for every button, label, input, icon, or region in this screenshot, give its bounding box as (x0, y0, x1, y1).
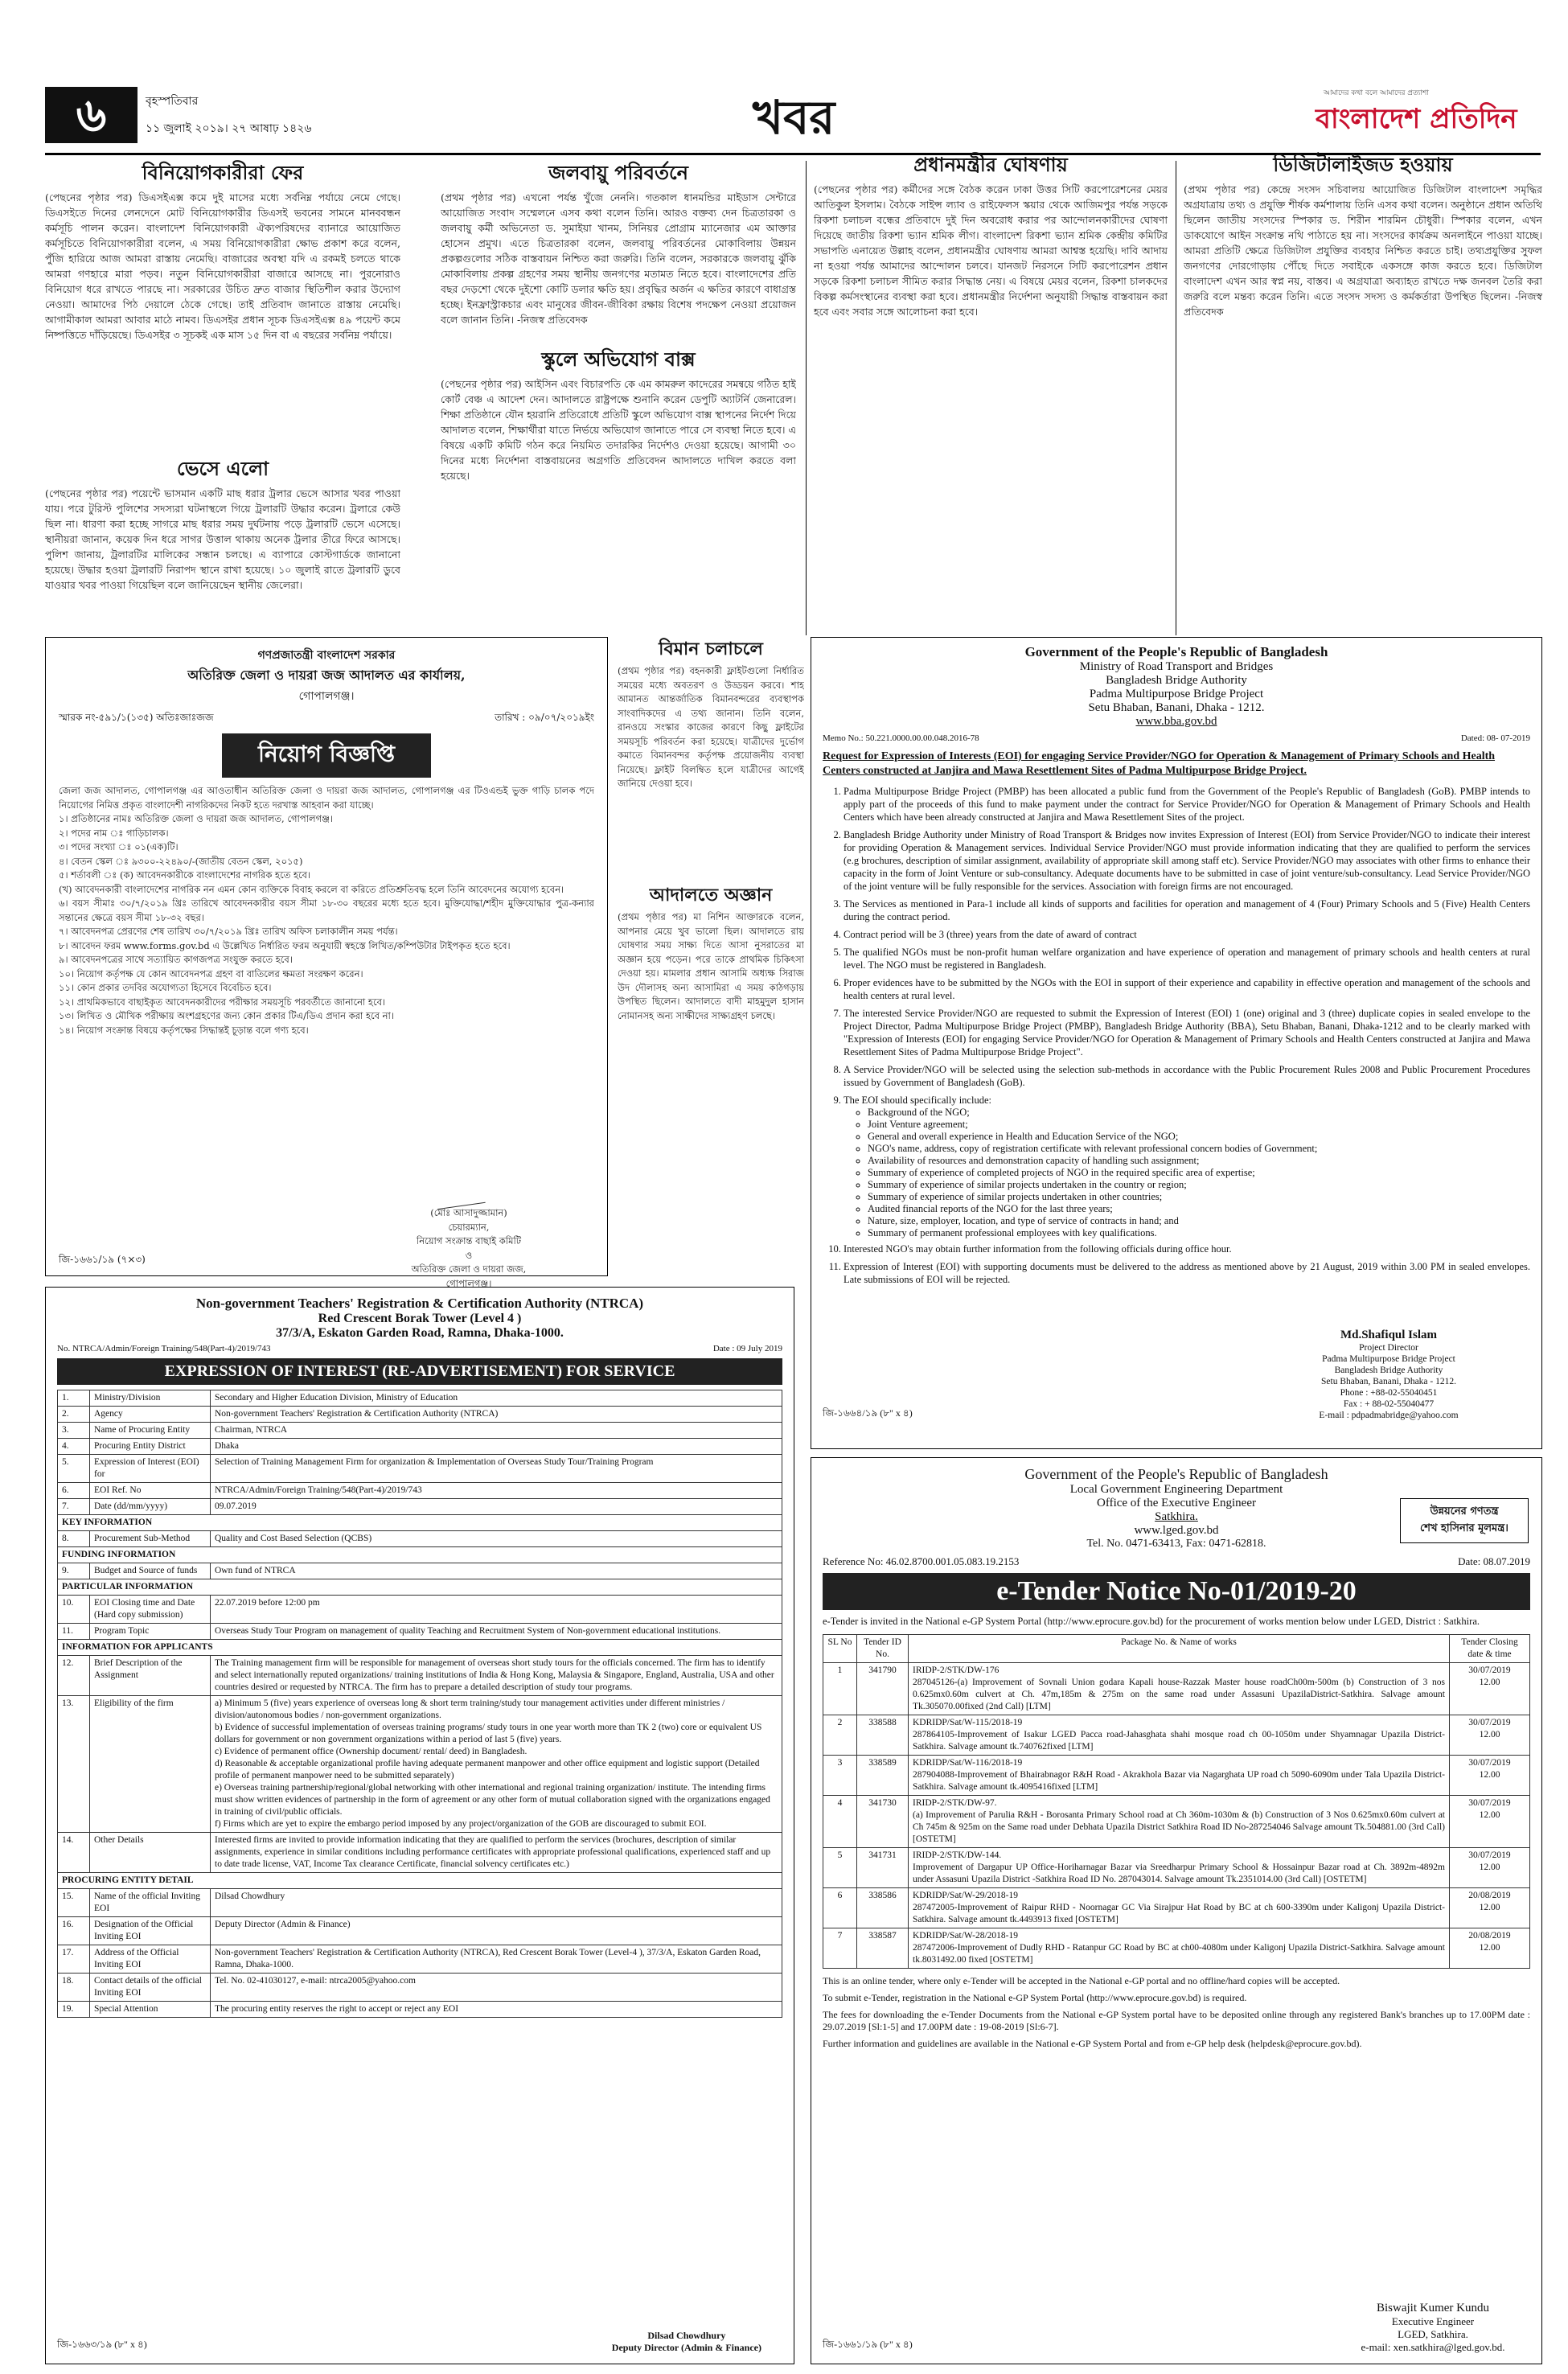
padma-para: 4. Contract period will be 3 (three) years from the date of award of contract (844, 928, 1530, 941)
table-row (58, 1656, 782, 1696)
row-number: 8. (58, 1531, 90, 1547)
row-label: Address of the Official Inviting EOI (90, 1945, 211, 1974)
table-row (58, 1596, 782, 1624)
row-label: Agency (90, 1407, 211, 1423)
padma-memo: Memo No.: 50.221.0000.00.00.048.2016-78 (823, 733, 979, 743)
lged-intro: e-Tender is invited in the National e-GP System Portal (http://www.eprocure.gov.bd) for the procurement of works mention below under LGED, District : Satkhira. (823, 1616, 1480, 1627)
row-label: Expression of Interest (EOI) for (90, 1455, 211, 1483)
article-title: স্কুলে অভিযোগ বাক্স (541, 347, 696, 371)
padma-para: 1. Padma Multipurpose Bridge Project (PMBP) has been allocated a public fund from the Government of the People's Republic of Bangladesh (GoB). PMBP intends to apply part of the proceeds of this fund to make payment under the contract for Service Provider/NGO for Operation & Management of Primary Schools and Health Centers which have been already constructed at Janjira and Mawa Resettlement Sites of the project. (844, 785, 1530, 824)
table-row (58, 1974, 782, 2002)
row-number: 16. (58, 1917, 90, 1945)
package-desc: 287904088-Improvement of Bhairabnagor R&H Road - Akrakhola Bazar via Nagarghata UP road ch 5090-6090m under Tala Upazila District-Satkhira. Salvage amount tk.4095416fixed [LTM] (913, 1770, 1445, 1792)
row-package (909, 1663, 1450, 1715)
table-section-header (58, 1640, 782, 1656)
row-label: Designation of the Official Inviting EOI (90, 1917, 211, 1945)
article-body: (প্রথম পৃষ্ঠার পর) বহনকারী ফ্লাইটগুলো নির্ধারিত সময়ের মধ্যে অবতরণ ও উড্ডয়ন করবে। শাহ আমানত আন্তর্জাতিক বিমানবন্দরের ব্যবস্থাপক সাংবাদিকদের এ তথ্য জানান। তিনি বলেন, রানওয়ে সংস্কার কাজের কারণে কিছু ফ্লাইটের সময়সূচি পরিবর্তন করা হয়েছে। যাত্রীদের দুর্ভোগ কমাতে বিমানবন্দর কর্তৃপক্ষ প্রয়োজনীয় ব্যবস্থা নিয়েছে। ফ্লাইট বিলম্বিত হলে যাত্রীদের আগেই জানিয়ে দেওয়া হবে। (618, 665, 804, 789)
row-label: Eligibility of the firm (90, 1696, 211, 1833)
ntrca-table (57, 1390, 782, 2018)
row-value: Tel. No. 02-41030127, e-mail: ntrca2005@yahoo.com (211, 1974, 782, 2002)
row-closing: 20/08/2019 12.00 (1450, 1928, 1530, 1969)
col-header: Package No. & Name of works (909, 1635, 1450, 1663)
bullet-item: ◦ Summary of experience of completed projects of NGO in the required specific area of expertise; (868, 1167, 1530, 1179)
package-desc: Improvement of Dargapur UP Office-Horiharnagar Bazar via Sreedharpur Primary School & Hossainpur Bazar road at Ch. 3892m-4892m under Assasuni Upazila District -Satkhira Road ID No. 287043014. Salvage amount Tk.2351014.00 (3rd Call) [OSTETM] (913, 1863, 1445, 1884)
padma-website[interactable]: www.bba.gov.bd (1135, 715, 1217, 728)
row-value: Secondary and Higher Education Division, Ministry of Education (211, 1390, 782, 1407)
package-no: IRIDP-2/STK/DW-97. (913, 1798, 997, 1808)
table-row (58, 1423, 782, 1439)
package-no: IRIDP-2/STK/DW-176 (913, 1665, 999, 1675)
bullet-item: ◦ Availability of resources and demonstration capacity of handling such assignment; (868, 1155, 1530, 1167)
article-title: বিমান চলাচলে (659, 639, 763, 659)
paper-tagline: আমাদের কথা বলে আমাদের প্রত্যাশা (1324, 89, 1429, 97)
row-number: 4. (58, 1439, 90, 1455)
row-value: The procuring entity reserves the right to accept or reject any EOI (211, 2002, 782, 2018)
table-row (58, 1833, 782, 1873)
row-value: Deputy Director (Admin & Finance) (211, 1917, 782, 1945)
table-row (823, 1663, 1530, 1715)
row-number: 9. (58, 1563, 90, 1579)
row-tender-id: 341730 (857, 1796, 909, 1848)
row-label: Ministry/Division (90, 1390, 211, 1407)
article-title: প্রধানমন্ত্রীর ঘোষণায় (913, 153, 1068, 176)
row-number: 12. (58, 1656, 90, 1696)
row-value: Selection of Training Management Firm for organization & Implementation of Overseas Study Tour/Training Program (211, 1455, 782, 1483)
article-pm-announcement (814, 153, 1168, 635)
lged-tender-notice (811, 1457, 1542, 2364)
col-header: SL No (823, 1635, 857, 1663)
row-closing: 30/07/2019 12.00 (1450, 1848, 1530, 1888)
article-investors (45, 161, 400, 465)
row-number: 6. (58, 1483, 90, 1499)
table-row (58, 1917, 782, 1945)
lged-email[interactable]: e-mail: xen.satkhira@lged.gov.bd. (1361, 2341, 1505, 2353)
notice-office: অতিরিক্ত জেলা ও দায়রা জজ আদালত এর কার্যালয়, (187, 667, 466, 683)
lged-slogan: উন্নয়নের গণতন্ত্র শেখ হাসিনার মূলমন্ত্র। (1400, 1498, 1529, 1543)
row-value: 09.07.2019 (211, 1499, 782, 1515)
padma-authority: Bangladesh Bridge Authority (1106, 674, 1247, 687)
lged-date: Date: 08.07.2019 (1458, 1555, 1530, 1567)
row-value: Quality and Cost Based Selection (QCBS) (211, 1531, 782, 1547)
recruitment-notice (45, 637, 608, 1289)
table-section-header (58, 1515, 782, 1531)
padma-signer-name: Md.Shafiqul Islam (1340, 1329, 1438, 1341)
table-row (58, 1696, 782, 1833)
bullet-item: ◦ Summary of experience of similar projects undertaken in other countries; (868, 1191, 1530, 1203)
lged-notes (823, 1975, 1530, 2050)
row-value: a) Minimum 5 (five) years experience of overseas long & short term training/study tour management activities under different ministries / division/autonomous bodies / non-government organizations. b) Evidence of successful implementation of overseas training programs/ study tours in one year worth more than TK 2 (two) core or equivalent US dollars for government or non government organizations within a period of last 5 (five) years. c) Evidence of permanent office (Ownership document/ rental/ deed) in Bangladesh. d) Reasonable & acceptable organizational profile having adequate permanent manpower and other office equipment and logistic support (Detailed profile of permanent manpower need to be submitted separately) e) Overseas training partnership/regional/global networking with other international and regional training organization/ institute. The intending firms must show written evidences of partnership in the form of agreement or any other form of mutual collaboration signed with the organizations engaged in training of civil/public officials. f) Firms which are yet to expire the embargo period imposed by any project/organization of the GOB are discouraged to submit EOI. (211, 1696, 782, 1833)
article-school-box (441, 347, 796, 634)
table-section-header (58, 1873, 782, 1889)
article-body: (পেছনের পৃষ্ঠার পর) আইসিন এবং বিচারপতি কে এম কামরুল কাদেরের সমন্বয়ে গঠিত হাই কোর্ট বেঞ্চ এ আদেশ দেন। আদালতে রাষ্ট্রপক্ষে শুনানি করেন ডেপুটি অ্যাটর্নি জেনারেল। শিক্ষা প্রতিষ্ঠানে যৌন হয়রানি প্রতিরোধে প্রতিটি স্কুলে অভিযোগ বাক্স স্থাপনের নির্দেশ দিয়ে আদালত বলেন, শিক্ষার্থীরা যাতে নির্ভয়ে অভিযোগ জানাতে পারে সে ব্যবস্থা নিতে হবে। এ বিষয়ে একটি কমিটি গঠন করে নিয়মিত তদারকির নির্দেশও দেওয়া হয়েছে। আগামী ৩০ দিনের মধ্যে নির্দেশনা বাস্তবায়নের অগ্রগতি প্রতিবেদন আদালতে দাখিল করতে বলা হয়েছে। (441, 378, 796, 482)
article-title: বিনিয়োগকারীরা ফের (142, 161, 304, 184)
padma-bullets (868, 1107, 1530, 1239)
lged-office: Office of the Executive Engineer (1097, 1497, 1256, 1509)
table-row (58, 1390, 782, 1407)
row-closing: 30/07/2019 12.00 (1450, 1756, 1530, 1796)
row-number: 1. (58, 1390, 90, 1407)
row-package (909, 1848, 1450, 1888)
package-desc: 287472005-Improvement of Raipur RHD - Noornagar GC Via Sirajpur Hat Road by BC at ch 600-3390m under Kaligonj Upazila District-Satkhira. Salvage amount tk.4493913 fixed [OSTETM] (913, 1903, 1445, 1924)
paper-logo: বাংলাদেশ প্রতিদিন (1316, 103, 1517, 135)
article-climate (441, 161, 796, 354)
padma-paragraphs (844, 785, 1530, 1286)
row-value: Dhaka (211, 1439, 782, 1455)
article-body: (প্রথম পৃষ্ঠার পর) মা নিশিন আক্তারকে বলেন, আপনার মেয়ে খুব ভালো ছিল। আদালতে রায় ঘোষণার সময় সাক্ষ্য দিতে আসা নুসরাতের মা অজ্ঞান হয়ে পড়েন। পরে তাকে প্রাথমিক চিকিৎসা দেওয়া হয়। মামলার প্রধান আসামি অধ্যক্ষ সিরাজ উদ দৌলাসহ অন্য আসামিরা এ সময় কাঠগড়ায় উপস্থিত ছিলেন। আদালতে বাদী মাহমুদুল হাসান নোমানসহ অন্য সাক্ষীদের সাক্ষ্যগ্রহণ চলছে। (618, 911, 804, 1021)
row-value: 22.07.2019 before 12:00 pm (211, 1596, 782, 1624)
table-row (58, 1624, 782, 1640)
lged-table (823, 1634, 1530, 1969)
package-no: KDRIDP/Sat/W-115/2018-19 (913, 1718, 1023, 1727)
row-number: 3. (58, 1423, 90, 1439)
row-label: Procurement Sub-Method (90, 1531, 211, 1547)
package-no: IRIDP-2/STK/DW-144. (913, 1850, 1002, 1860)
table-row (58, 1889, 782, 1917)
ntrca-signer (612, 2330, 761, 2354)
section-header-cell: PARTICULAR INFORMATION (58, 1579, 782, 1596)
notice-govt: গণপ্রজাতন্ত্রী বাংলাদেশ সরকার (257, 649, 396, 662)
ntrca-address: 37/3/A, Eskaton Garden Road, Ramna, Dhaka-1000. (276, 1326, 564, 1340)
row-number: 2. (58, 1407, 90, 1423)
col-header: Tender Closing date & time (1450, 1635, 1530, 1663)
bullet-item: ◦ Joint Venture agreement; (868, 1119, 1530, 1131)
ntrca-banner: EXPRESSION OF INTEREST (RE-ADVERTISEMENT) FOR SERVICE (57, 1358, 782, 1385)
row-label: EOI Closing time and Date (Hard copy submission) (90, 1596, 211, 1624)
padma-para: 7. The interested Service Provider/NGO are requested to submit the Expression of Interest (EOI) 1 (one) original and 3 (three) duplicate copies in sealed envelope to the Project Director, Padma Multipurpose Bridge Project (PMBP), Bangladesh Bridge Authority (BBA), Setu Bhaban, Banani, Dhaka-1212 and to be clearly marked with "Expression of Interests (EOI) for engaging Service Provider/NGO for Operation & Management of Primary Schools and Health Centers constructed at Janjira and Mawa Resettlement Sites of Padma Multipurpose Bridge Project". (844, 1007, 1530, 1058)
table-row (58, 2002, 782, 2018)
notice-date: তারিখ : ০৯/০৭/২০১৯ইং (495, 712, 594, 723)
section-title: খবর (753, 90, 835, 145)
row-value: The Training management firm will be responsible for management of overseas short study tours for the officials concerned. The firm has to identify and select internationally reputed organizations/ training institutions of India & Hong Kong, Malaysia & Singapore, England, Australia, USA and other countries desired or requested by NTRCA. The firm has to prepare a detailed description of study tour programs. (211, 1656, 782, 1696)
padma-address: Setu Bhaban, Banani, Dhaka - 1212. (1088, 701, 1265, 714)
row-sl: 4 (823, 1796, 857, 1848)
row-number: 5. (58, 1455, 90, 1483)
article-body: (প্রথম পৃষ্ঠার পর) এখনো পর্যন্ত খুঁজে নেননি। গতকাল ধানমন্ডির মাইডাস সেন্টারে আয়োজিত সংবাদ সম্মেলনে এসব কথা বলেন তিনি। আরও বক্তব্য দেন চিত্রতারকা ও জলবায়ু কর্মী অভিনেতা ড. সুমাইয়া খানম, সিনিয়র প্রোগ্রাম ম্যানেজার এম আক্তার হোসেন প্রমুখ। এতে চিত্রতারকা বলেন, জলবায়ু পরিবর্তনের মোকাবিলায় উন্নয়ন প্রকল্পগুলোর সঠিক বাস্তবায়ন নিশ্চিত করা জরুরি। তিনি বলেন, সরকারকে জলবায়ু ঝুঁকি মোকাবিলায় প্রকল্প গ্রহণের সময় স্থানীয় জনগণের মতামত নিতে হবে। বাংলাদেশের প্রতি বছর দেড়শো থেকে দুইশো কোটি ডলার ক্ষতি হয়। প্রবৃদ্ধির অর্জন এ ক্ষতির কারণে বাধাগ্রস্ত হচ্ছে। ইনফ্রাস্ট্রাকচার এবং মানুষের জীবন-জীবিকা রক্ষায় বিশেষ পদক্ষেপ নেওয়া প্রয়োজন বলে জানান তিনি। -নিজস্ব প্রতিবেদক (441, 191, 796, 326)
ntrca-date: Date : 09 July 2019 (712, 1344, 782, 1353)
padma-signer (1284, 1329, 1493, 1421)
table-section-header (58, 1579, 782, 1596)
lged-ref: Reference No: 46.02.8700.001.05.083.19.2153 (823, 1555, 1020, 1567)
row-value: Chairman, NTRCA (211, 1423, 782, 1439)
header-weekday: বৃহস্পতিবার (146, 95, 199, 108)
row-number: 18. (58, 1974, 90, 2002)
row-sl: 7 (823, 1928, 857, 1969)
row-label: Date (dd/mm/yyyy) (90, 1499, 211, 1515)
lged-banner: e-Tender Notice No-01/2019-20 (823, 1573, 1530, 1610)
padma-para: 2. Bangladesh Bridge Authority under Ministry of Road Transport & Bridges now invites Expression of Interest (EOI) from Service Provider/NGO to indicate their interest for providing Operation & Management services. Individual Service Provider/NGO must provide information indicating that they are qualified to perform the services (e.g brochures, description of similar assignment, availability of appropriate skill among staff etc). Service Provider/NGO may associates with other firms to enhance their capacity in the form of Joint Venture or sub-consultancy. Adequate documents have to be submitted in case of joint venture/sub-consultancy. Lead Service Provider/NGO of the joint venture will be fully responsible for the services. Association with foreign firms are not encouraged. (844, 828, 1530, 893)
lged-note: To submit e-Tender, registration in the National e-GP System Portal (http://www.eprocure.gov.bd) is required. (823, 1992, 1247, 2003)
article-body: (পেছনের পৃষ্ঠার পর) ডিএসইএক্স কমে দুই মাসের মধ্যে সর্বনিম্ন পর্যায়ে নেমে গেছে। ডিএসইতে দিনের লেনদেনে মোট বিনিয়োগকারীর ডিএসই ভবনের সামনে মানববন্ধন কর্মসূচি পালন করেন। বাংলাদেশ বিনিয়োগকারী ঐক্যপরিষদের ব্যানারে আয়োজিত কর্মসূচিতে বিনিয়োগকারীরা বলেন, এ সময় বিনিয়োগকারীরা ক্ষোভ প্রকাশ করে বলেন, পুঁজি হারিয়ে আজ আমরা রাস্তায় নেমেছি। বাজারের অবস্থা যদি এ রকমই চলতে থাকে আমরা গণহারে মারা পড়ব। নতুন বিনিয়োগকারীরা বাজারে আসছে না। পুরনোরাও বিনিয়োগ ধরে রাখতে পারছে না। সরকারের উচিত দ্রুত বাজার স্থিতিশীল করার উদ্যোগ নেওয়া। আমাদের পিঠ দেয়ালে ঠেকে গেছে। তাই প্রতিবাদ জানাতে রাস্তায় নেমেছি। আগামীকাল আমরা আবার মাঠে নামব। ডিএসইর প্রধান সূচক ডিএসইএক্স ৪৯ পয়েন্ট কমে নিষ্পত্তিতে দাঁড়িয়েছে। ডিএসইর ৩ সূচকই এক মাস ১৫ দিন বা এ বছরের সর্বনিম্ন পর্যায়ে। (45, 191, 400, 341)
ntrca-ref: No. NTRCA/Admin/Foreign Training/548(Part-4)/2019/743 (57, 1344, 271, 1353)
lged-signer (1340, 2302, 1525, 2354)
bullet-item: ◦ Audited financial reports of the NGO for the last three years; (868, 1203, 1530, 1215)
row-label: Contact details of the official Inviting EOI (90, 1974, 211, 2002)
row-label: Name of the official Inviting EOI (90, 1889, 211, 1917)
padma-govt: Government of the People's Republic of Bangladesh (1024, 644, 1328, 659)
row-package (909, 1796, 1450, 1848)
lged-note: Further information and guidelines are available in the National e-GP System Portal and from e-GP help desk (helpdesk@eprocure.gov.bd). (823, 2038, 1362, 2049)
padma-eoi-notice (811, 637, 1542, 1449)
row-tender-id: 341731 (857, 1848, 909, 1888)
article-flight (618, 637, 804, 878)
padma-project: Padma Multipurpose Bridge Project (1089, 688, 1264, 700)
lged-code: জি-১৬৬১/১৯ (৮" x ৪) (823, 2339, 913, 2350)
row-value: NTRCA/Admin/Foreign Training/548(Part-4)/2019/743 (211, 1483, 782, 1499)
row-label: Program Topic (90, 1624, 211, 1640)
row-tender-id: 338586 (857, 1888, 909, 1928)
table-row (58, 1563, 782, 1579)
article-body: (প্রথম পৃষ্ঠার পর) কেন্দ্রে সংসদ সচিবালয় আয়োজিত ডিজিটাল বাংলাদেশ সমৃদ্ধির অগ্রযাত্রায় তথ্য ও প্রযুক্তি শীর্ষক কর্মশালায় তিনি এসব কথা বলেন। অনুষ্ঠানে প্রধান অতিথি ছিলেন জাতীয় সংসদের স্পিকার ড. শিরীন শারমিন চৌধুরী। স্পিকার বলেন, এখন ডাকযোগে আইন সংক্রান্ত নথি পাঠাতে হয় না। সংসদের কার্যক্রম অনলাইনে পাওয়া যাচ্ছে। আমরা প্রতিটি ক্ষেত্রে ডিজিটাল প্রযুক্তির ব্যবহার নিশ্চিত করতে চাই। তথ্যপ্রযুক্তির সুফল জনগণের দোরগোড়ায় পৌঁছে দিতে সবাইকে একসঙ্গে কাজ করতে হবে। ডিজিটাল বাংলাদেশ এখন আর স্বপ্ন নয়, বাস্তব। এ অগ্রযাত্রা অব্যাহত রাখতে দক্ষ জনবল তৈরি করা জরুরি বলে মন্তব্য করেন তিনি। এতে সংসদ সদস্য ও কর্মকর্তারা উপস্থিত ছিলেন। -নিজস্ব প্রতিবেদক (1184, 183, 1542, 318)
section-header-cell: FUNDING INFORMATION (58, 1547, 782, 1563)
section-header-cell: KEY INFORMATION (58, 1515, 782, 1531)
bullet-item: ◦ Summary of permanent professional employees with key qualifications. (868, 1227, 1530, 1239)
table-row (823, 1715, 1530, 1756)
row-value: Non-government Teachers' Registration & Certification Authority (NTRCA) (211, 1407, 782, 1423)
article-floating (45, 457, 400, 635)
row-number: 7. (58, 1499, 90, 1515)
article-title: ভেসে এলো (176, 457, 269, 480)
row-number: 15. (58, 1889, 90, 1917)
row-value: Overseas Study Tour Program on management of quality Teaching and Recruitment System of Non-government educational institutions. (211, 1624, 782, 1640)
notice-signer: (মোঃ আসাদুজ্জামান) চেয়ারম্যান, নিয়োগ সংক্রান্ত বাছাই কমিটি ও অতিরিক্ত জেলা ও দায়রা জজ, গোপালগঞ্জ। (411, 1207, 527, 1289)
article-title: ডিজিটালাইজড হওয়ায় (1273, 153, 1453, 176)
notice-title: নিয়োগ বিজ্ঞপ্তি (222, 733, 431, 778)
row-value: Non-government Teachers' Registration & Certification Authority (NTRCA), Red Crescent Borak Tower (Level-4 ), 37/3/A, Eskaton Garden Road, Ramna, Dhaka-1000. (211, 1945, 782, 1974)
lged-website[interactable]: www.lged.gov.bd (1134, 1524, 1219, 1537)
row-sl: 1 (823, 1663, 857, 1715)
padma-para: 10. Interested NGO's may obtain further information from the following officials during office hour. (844, 1242, 1530, 1255)
notice-body: জেলা জজ আদালত, গোপালগঞ্জ এর আওতাধীন অতিরিক্ত জেলা ও দায়রা জজ আদালত, গোপালগঞ্জ এর টিওএন্ডই ভুক্ত গাড়ি চালক পদে নিয়োগের নিমিত্ত প্রকৃত বাংলাদেশী নাগরিকদের নিকট হতে দরখাস্ত আহবান করা যাচ্ছে। ১। প্রতিষ্ঠানের নামঃ অতিরিক্ত জেলা ও দায়রা জজ আদালত, গোপালগঞ্জ। ২। পদের নাম ঃ গাড়িচালক। ৩। পদের সংখ্যা ঃ ০১(এক)টি। ৪। বেতন স্কেল ঃ ৯৩০০-২২৪৯০/-(জাতীয় বেতন স্কেল, ২০১৫) ৫। শর্তাবলী ঃ (ক) আবেদনকারীকে বাংলাদেশের নাগরিক হতে হবে। (খ) আবেদনকারী বাংলাদেশের নাগরিক নন এমন কোন ব্যক্তিকে বিবাহ করলে বা করিতে প্রতিশ্রুতিবদ্ধ হলে তিনি আবেদনের অযোগ্য হবেন। ৬। বয়স সীমাঃ ৩০/৭/২০১৯ খ্রিঃ তারিখে আবেদনকারীর বয়স সীমা ১৮-৩০ বছরের মধ্যে হতে হবে। মুক্তিযোদ্ধা/শহীদ মুক্তিযোদ্ধার পুত্র-কন্যার সন্তানের ক্ষেত্রে বয়স সীমা ১৮-৩২ বছর। ৭। আবেদনপত্র প্রেরণের শেষ তারিখ ৩০/৭/২০১৯ খ্রিঃ তারিখ অফিস চলাকালীন সময় পর্যন্ত। ৮। আবেদন ফরম www.forms.gov.bd এ উল্লেখিত নির্ধারিত ফরম অনুযায়ী স্বহস্তে লিখিত/কম্পিউটার টাইপকৃত হতে হবে। ৯। আবেদনপত্রের সাথে সত্যায়িত কাগজপত্র সংযুক্ত করতে হবে। ১০। নিয়োগ কর্তৃপক্ষ যে কোন আবেদনপত্র গ্রহণ বা বাতিলের ক্ষমতা সংরক্ষণ করেন। ১১। কোন প্রকার তদবির অযোগ্যতা হিসেবে বিবেচিত হবে। ১২। প্রাথমিকভাবে বাছাইকৃত আবেদনকারীদের পরীক্ষার সময়সূচি পরবর্তীতে জানানো হবে। ১৩। লিখিত ও মৌখিক পরীক্ষায় অংশগ্রহণের জন্য কোন প্রকার টিএ/ডিএ প্রদান করা হবে না। ১৪। নিয়োগ সংক্রান্ত বিষয়ে কর্তৃপক্ষের সিদ্ধান্তই চূড়ান্ত বলে গণ্য হবে। (59, 785, 594, 1036)
column-rule (806, 161, 807, 635)
row-closing: 30/07/2019 12.00 (1450, 1796, 1530, 1848)
row-sl: 3 (823, 1756, 857, 1796)
padma-code: জি-১৬৬৪/১৯ (৮" x ৪) (823, 1407, 913, 1419)
row-tender-id: 338589 (857, 1756, 909, 1796)
row-number: 13. (58, 1696, 90, 1833)
package-no: KDRIDP/Sat/W-28/2018-19 (913, 1931, 1018, 1941)
table-row (823, 1756, 1530, 1796)
row-number: 11. (58, 1624, 90, 1640)
lged-signer-name: Biswajit Kumer Kundu (1377, 2302, 1489, 2314)
padma-para: 8. A Service Provider/NGO will be selected using the selection sub-methods in accordance with the Public Procurement Rules 2008 and Public Procurement Procedures issued by Government of Bangladesh (GoB). (844, 1063, 1530, 1089)
table-row (823, 1928, 1530, 1969)
table-row (823, 1796, 1530, 1848)
table-row (58, 1483, 782, 1499)
notice-place: গোপালগঞ্জ। (298, 690, 355, 703)
bullet-item: ◦ Background of the NGO; (868, 1107, 1530, 1119)
page-header (45, 87, 1541, 151)
table-row (58, 1455, 782, 1483)
package-desc: 287045126-(a) Improvement of Sovnali Union godara Kapali house-Razzak Master house roadCh00m-500m (b) Construction of 3 nos 0.625mx0.60m culvert at Ch. 47m,185m & 275m on the same road under Assasuni UpazilaDistrict-Satkhira. Salvage amount Tk.305070.00fixed (2nd Call) [LTM] (913, 1678, 1445, 1711)
row-tender-id: 338588 (857, 1715, 909, 1756)
row-value: Own fund of NTRCA (211, 1563, 782, 1579)
row-closing: 30/07/2019 12.00 (1450, 1663, 1530, 1715)
header-date: ১১ জুলাই ২০১৯। ২৭ আষাঢ় ১৪২৬ (146, 122, 312, 135)
lged-govt: Government of the People's Republic of Bangladesh (1024, 1466, 1328, 1482)
table-row (823, 1888, 1530, 1928)
article-title: আদালতে অজ্ঞান (649, 885, 773, 906)
lged-note: The fees for downloading the e-Tender Documents from the National e-GP System portal have to be deposited online through any registered Bank's branches up to 17.00PM date : 29.07.2019 [Sl:1-5] and 17.00PM date : 19-08-2019 [Sl:6-7]. (823, 2009, 1530, 2032)
bullet-item: ◦ General and overall experience in Health and Education Service of the NGO; (868, 1131, 1530, 1143)
bullet-item: ◦ Summary of experience of similar projects undertaken in the country or region; (868, 1179, 1530, 1191)
row-value: Interested firms are invited to provide information indicating that they are qualified to perform the services (brochures, description of similar assignments, experience in similar conditions including performance certificates with appropriate professional qualifications, experienced staff and up to date trade license, VAT, Income Tax clearance Certificate, financial solvency certificates etc.) (211, 1833, 782, 1873)
row-number: 10. (58, 1596, 90, 1624)
row-label: EOI Ref. No (90, 1483, 211, 1499)
padma-para: 3. The Services as mentioned in Para-1 include all kinds of supports and facilities for operation and management of 4 (Four) Primary Schools and 5 (Five) Health Centers during the contract period. (844, 897, 1530, 923)
padma-signer-lines: Project Director Padma Multipurpose Bridge Project Bangladesh Bridge Authority Setu Bhaban, Banani, Dhaka - 1212. Phone : +88-02-55040451 Fax : + 88-02-55040477 E-mail : pdpadmabridge@yahoo.com (1319, 1343, 1459, 1420)
package-desc: 287472006-Improvement of Dudly RHD - Ratanpur GC Road by BC at ch00-4080m under Kaligonj Upazila District-Satkhira. Salvage amount tk.8031492.00 fixed [OSTETM] (913, 1943, 1445, 1965)
ntrca-tower: Red Crescent Borak Tower (Level 4 ) (318, 1312, 522, 1325)
bullet-item: ◦ Nature, size, employer, location, and type of service of contracts in hand; and (868, 1215, 1530, 1227)
padma-para: 6. Proper evidences have to be submitted by the NGOs with the EOI in support of their experience and capability in effective operation and management of the schools and health centers at rural level. (844, 976, 1530, 1002)
article-body: (পেছনের পৃষ্ঠার পর) পয়েন্টে ভাসমান একটি মাছ ধরার ট্রলার ভেসে আসার খবর পাওয়া যায়। পরে টুরিস্ট পুলিশের সদস্যরা ঘটনাস্থলে গিয়ে ট্রলারটি উদ্ধার করেন। ট্রলারে কেউ ছিল না। ধারণা করা হচ্ছে সাগরে মাছ ধরার সময় দুর্ঘটনায় পড়ে ট্রলারটি ভেসে এসেছে। স্থানীয়রা জানান, কয়েক দিন ধরে সাগর উত্তাল থাকায় অনেক ট্রলার তীরে ফিরে আসছে। পুলিশ জানায়, ট্রলারটির মালিকের সন্ধান চলছে। এ ব্যাপারে কোস্টগার্ডকে জানানো হয়েছে। উদ্ধার হওয়া ট্রলারটি নিরাপদ স্থানে রাখা হয়েছে। ১০ জুলাই রাতে ট্রলারটি ডুবে যাওয়ার খবর পাওয়া গিয়েছিল বলে জানিয়েছেন স্থানীয় জেলেরা। (45, 487, 400, 591)
table-row (58, 1439, 782, 1455)
row-package (909, 1756, 1450, 1796)
row-label: Other Details (90, 1833, 211, 1873)
article-digitalized (1184, 153, 1542, 635)
row-closing: 30/07/2019 12.00 (1450, 1715, 1530, 1756)
row-tender-id: 338587 (857, 1928, 909, 1969)
row-label: Name of Procuring Entity (90, 1423, 211, 1439)
row-label: Brief Description of the Assignment (90, 1656, 211, 1696)
table-row (58, 1945, 782, 1974)
ntrca-title: Non-government Teachers' Registration & Certification Authority (NTRCA) (195, 1296, 644, 1311)
padma-ministry: Ministry of Road Transport and Bridges (1079, 660, 1274, 673)
row-package (909, 1715, 1450, 1756)
row-package (909, 1928, 1450, 1969)
table-row (58, 1499, 782, 1515)
article-title: জলবায়ু পরিবর্তনে (548, 161, 688, 184)
notice-code: জি-১৬৬১/১৯ (৭×৩) (59, 1254, 146, 1265)
lged-dept: Local Government Engineering Department (1069, 1483, 1283, 1496)
package-no: KDRIDP/Sat/W-116/2018-19 (913, 1758, 1023, 1768)
lged-district: Satkhira. (1155, 1510, 1198, 1523)
package-desc: 287864105-Improvement of Isakur LGED Pacca road-Jahasghata shahi mosque road ch 00-1050m under Shyamnagar Upazila District-Satkhira. Salvage amount tk.740762fixed [LTM] (913, 1730, 1445, 1752)
padma-para: 5. The qualified NGOs must be non-profit human welfare organization and have experience of operation and management of primary schools and health centers at rural level. The NGO must be registered in Bangladesh. (844, 946, 1530, 971)
row-number: 17. (58, 1945, 90, 1974)
row-tender-id: 341790 (857, 1663, 909, 1715)
table-row (823, 1848, 1530, 1888)
table-section-header (58, 1547, 782, 1563)
row-closing: 20/08/2019 12.00 (1450, 1888, 1530, 1928)
ntrca-eoi-notice (45, 1287, 794, 2364)
package-desc: (a) Improvement of Parulia R&H - Borosanta Primary School road at Ch 360m-1030m & (b) Construction of 3 Nos 0.625mx0.60m culvert at Ch 745m & 925m on the Same road under Debhata Upazila District Satkhira Road ID No-287254046 Salvage amount Tk.504881.00 (3rd Call) [OSTETM] (913, 1810, 1445, 1844)
lged-tel: Tel. No. 0471-63413, Fax: 0471-62818. (1086, 1538, 1266, 1550)
padma-para: 11. Expression of Interest (EOI) with supporting documents must be delivered to the address as mentioned above by 21 August, 2019 within 3.00 PM in sealed envelopes. Late submissions of EOI will be rejected. (844, 1260, 1530, 1286)
row-sl: 6 (823, 1888, 857, 1928)
row-label: Budget and Source of funds (90, 1563, 211, 1579)
padma-para (844, 1094, 1530, 1239)
lged-signer-title: Executive Engineer LGED, Satkhira. (1391, 2315, 1475, 2340)
ntrca-code: জি-১৬৬৩/১৯ (৮" x ৪) (57, 2339, 147, 2350)
col-header: Tender ID No. (857, 1635, 909, 1663)
ntrca-signer-name: Dilsad Chowdhury (647, 2330, 726, 2341)
page-number-box: ৬ (45, 87, 138, 143)
table-row (58, 1407, 782, 1423)
lged-note: This is an online tender, where only e-Tender will be accepted in the National e-GP portal and no offline/hard copies will be accepted. (823, 1975, 1340, 1986)
padma-para-text: The EOI should specifically include: (844, 1095, 991, 1106)
row-number: 19. (58, 2002, 90, 2018)
bullet-item: ◦ NGO's name, address, copy of registration certificate with relevant professional concern bodies of Government; (868, 1143, 1530, 1155)
section-header-cell: INFORMATION FOR APPLICANTS (58, 1640, 782, 1656)
padma-title: Request for Expression of Interests (EOI) for engaging Service Provider/NGO for Operation & Management of Primary Schools and Health Centers constructed at Janjira and Mawa Resettlement Sites of Padma Multipurpose Bridge Project. (823, 750, 1496, 777)
package-no: KDRIDP/Sat/W-29/2018-19 (913, 1891, 1018, 1900)
ntrca-signer-title: Deputy Director (Admin & Finance) (611, 2342, 761, 2353)
row-number: 14. (58, 1833, 90, 1873)
table-row (58, 1531, 782, 1547)
article-court (618, 883, 804, 1275)
row-sl: 5 (823, 1848, 857, 1888)
row-value: Dilsad Chowdhury (211, 1889, 782, 1917)
article-body: (পেছনের পৃষ্ঠার পর) কর্মীদের সঙ্গে বৈঠক করেন ঢাকা উত্তর সিটি করপোরেশনের মেয়র আতিকুল ইসলাম। বৈঠকে সাইন্স ল্যাব ও রাইফেলস স্কয়ার থেকে আজিমপুর পর্যন্ত সড়কে রিকশা চলাচল বন্ধের প্রতিবাদে দুই দিন অবরোধ করার পর আন্দোলনকারীদের ঘোষণা দিয়েছে জাতীয় রিকশা ভ্যান শ্রমিক লীগ। বাংলাদেশ রিকশা ভ্যান শ্রমিক কেন্দ্রীয় কমিটির সভাপতি এনায়েত উল্লাহ বলেন, প্রধানমন্ত্রীর ঘোষণায় আমরা আশ্বস্ত হয়েছি। দাবি আদায় না হওয়া পর্যন্ত আমাদের আন্দোলন চলবে। যানজট নিরসনে সিটি করপোরেশন প্রধান সড়কে রিকশা চলাচল সীমিত করার সিদ্ধান্ত নেয়। এ বিষয়ে মেয়র বলেন, রিকশা চালকদের বিকল্প কর্মসংস্থানের ব্যবস্থা করা হবে। প্রধানমন্ত্রীর নির্দেশনা অনুযায়ী সিদ্ধান্ত বাস্তবায়ন করা হবে এবং সবার সঙ্গে আলোচনা করা হবে। (814, 183, 1168, 318)
section-header-cell: PROCURING ENTITY DETAIL (58, 1873, 782, 1889)
notice-memo: স্মারক নং-৫৯১/১(১৩৫) অতিঃজাঃজজ (59, 712, 214, 723)
row-sl: 2 (823, 1715, 857, 1756)
row-label: Special Attention (90, 2002, 211, 2018)
padma-date: Dated: 08- 07-2019 (1460, 733, 1530, 743)
row-package (909, 1888, 1450, 1928)
row-label: Procuring Entity District (90, 1439, 211, 1455)
